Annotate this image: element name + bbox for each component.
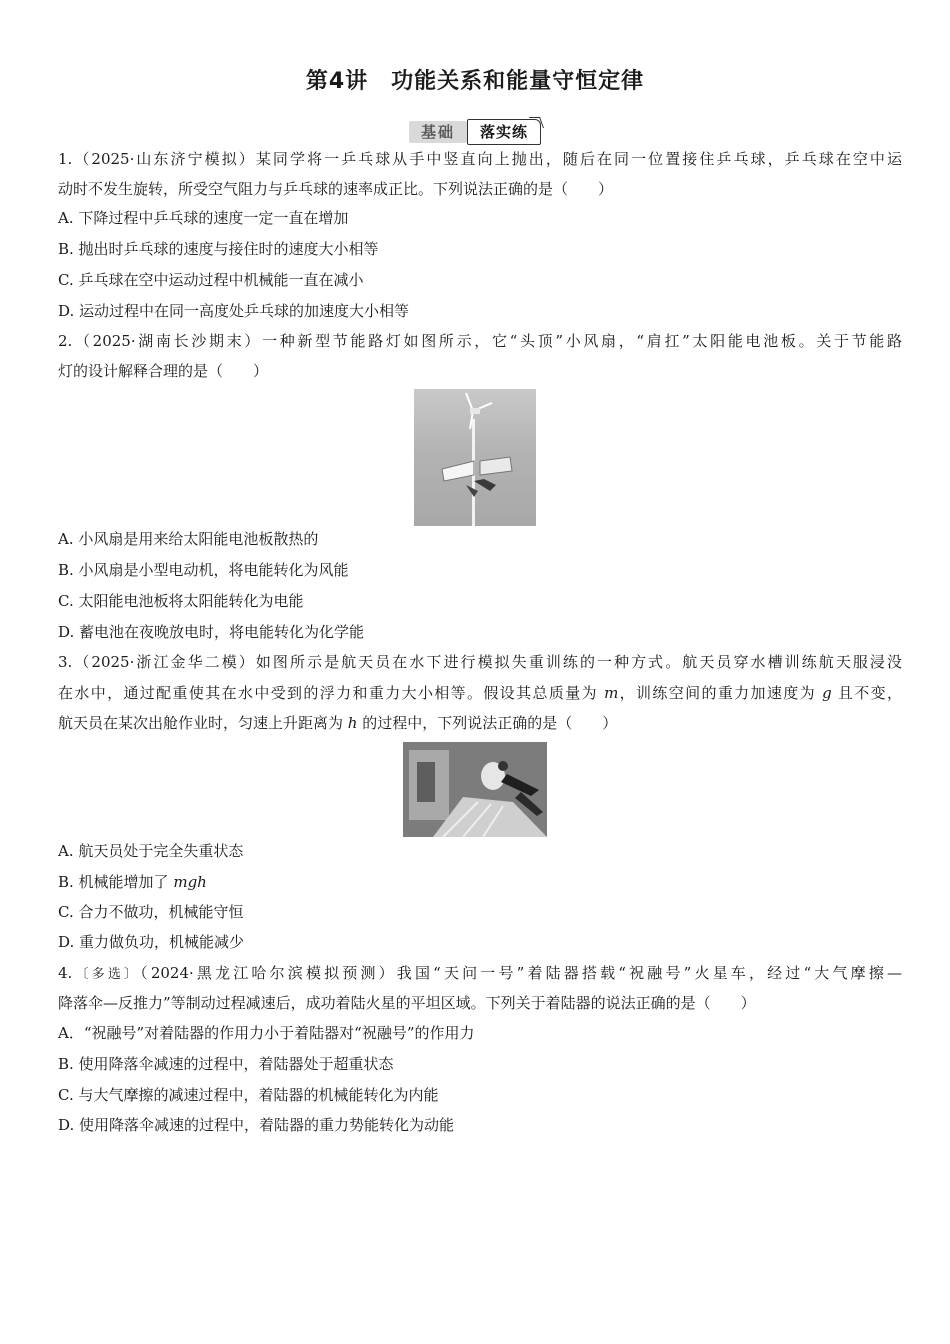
astronaut-underwater-illustration <box>403 742 547 837</box>
badge-basic-label: 基础 <box>409 121 467 143</box>
variable-mgh: mgh <box>173 873 207 891</box>
q3-line2-part3: 且不变， <box>837 684 902 702</box>
q3-line3-part1: 航天员在某次出舱作业时，匀速上升距离为 <box>58 714 344 732</box>
q4-option-b: B. 使用降落伞减速的过程中，着陆器处于超重状态 <box>58 1055 394 1073</box>
q1-option-d: D. 运动过程中在同一高度处乒乓球的加速度大小相等 <box>58 302 410 320</box>
q4-option-d: D. 使用降落伞减速的过程中，着陆器的重力势能转化为动能 <box>58 1116 455 1134</box>
q3-option-b-text: B. 机械能增加了 <box>58 873 169 891</box>
section-badge <box>409 119 543 145</box>
q3-option-b <box>58 872 207 892</box>
q4-stem-line-1 <box>58 963 902 985</box>
page-title: 第4讲 功能关系和能量守恒定律 <box>305 69 645 94</box>
q3-option-d: D. 重力做负功，机械能减少 <box>58 933 245 951</box>
q2-stem-line-2: 灯的设计解释合理的是（ ） <box>58 362 269 380</box>
multiple-choice-tag: 〔多选〕 <box>72 967 141 982</box>
q4-stem-text: （2024·黑龙江哈尔滨模拟预测）我国“天问一号”着陆器搭载“祝融号”火星车，经过“大气摩擦— <box>140 964 902 982</box>
q1-stem-line-1: 1.（2025·山东济宁模拟）某同学将一乒乓球从手中竖直向上抛出，随后在同一位置接住乒乓球，乒乓球在空中运 <box>58 150 902 168</box>
astronaut-underwater-photo <box>403 742 547 837</box>
q3-stem-line-2 <box>58 683 902 703</box>
variable-m: m <box>604 684 619 702</box>
q2-option-a: A. 小风扇是用来给太阳能电池板散热的 <box>58 530 319 548</box>
q3-line2-part1: 在水中，通过配重使其在水中受到的浮力和重力大小相等。假设其总质量为 <box>58 684 598 702</box>
badge-practice-text: 落实练 <box>479 123 528 141</box>
q1-option-b: B. 抛出时乒乓球的速度与接住时的速度大小相等 <box>58 240 379 258</box>
q3-stem-line-3 <box>58 713 617 733</box>
badge-fold-corner <box>529 117 544 128</box>
q1-option-a: A. 下降过程中乒乓球的速度一定一直在增加 <box>58 209 349 227</box>
q2-option-d: D. 蓄电池在夜晚放电时，将电能转化为化学能 <box>58 623 365 641</box>
q3-line2-part2: ，训练空间的重力加速度为 <box>618 684 816 702</box>
variable-g: g <box>822 684 832 702</box>
q4-option-c: C. 与大气摩擦的减速过程中，着陆器的机械能转化为内能 <box>58 1086 439 1104</box>
q3-option-a: A. 航天员处于完全失重状态 <box>58 842 244 860</box>
q4-stem-line-2: 降落伞—反推力”等制动过程减速后，成功着陆火星的平坦区域。下列关于着陆器的说法正确的是（ ） <box>58 994 756 1012</box>
badge-practice-label <box>467 119 541 145</box>
street-lamp-photo <box>414 389 536 526</box>
q3-line3-part2: 的过程中，下列说法正确的是（ ） <box>362 714 618 732</box>
q1-option-c: C. 乒乓球在空中运动过程中机械能一直在减小 <box>58 271 364 289</box>
q1-stem-line-2: 动时不发生旋转，所受空气阻力与乒乓球的速率成正比。下列说法正确的是（ ） <box>58 180 614 198</box>
q2-option-c: C. 太阳能电池板将太阳能转化为电能 <box>58 592 304 610</box>
q2-option-b: B. 小风扇是小型电动机，将电能转化为风能 <box>58 561 349 579</box>
q4-number: 4. <box>58 964 73 982</box>
q3-option-c: C. 合力不做功，机械能守恒 <box>58 903 244 921</box>
q4-option-a: A．“祝融号”对着陆器的作用力小于着陆器对“祝融号”的作用力 <box>58 1024 475 1042</box>
q2-stem-line-1: 2.（2025·湖南长沙期末）一种新型节能路灯如图所示，它“头顶”小风扇，“肩扛”太阳能电池板。关于节能路 <box>58 332 902 350</box>
street-lamp-illustration <box>414 389 536 526</box>
q3-stem-line-1: 3.（2025·浙江金华二模）如图所示是航天员在水下进行模拟失重训练的一种方式。航天员穿水槽训练航天服浸没 <box>58 653 902 671</box>
variable-h: h <box>347 714 358 732</box>
